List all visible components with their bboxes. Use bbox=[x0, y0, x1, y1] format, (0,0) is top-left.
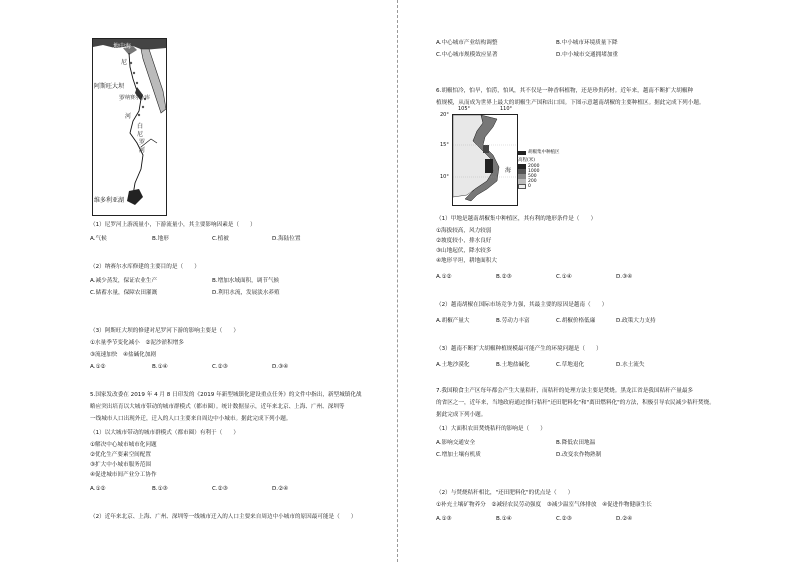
q6-2-option-c[interactable]: C.胡椒价格低廉 bbox=[556, 318, 596, 324]
map-label-victoria: 维多利亚湖 bbox=[94, 197, 125, 204]
q6-3-option-d[interactable]: D.水土流失 bbox=[616, 362, 645, 368]
vn-map-lon-right: 110° bbox=[500, 106, 513, 112]
vietnam-map bbox=[452, 114, 518, 206]
vn-map-lon-left: 105° bbox=[458, 106, 471, 112]
q5-2-stem: （2）近年来北京、上海、广州、深圳等一线城市迁入的人口主要来自周边中小城市的原因最可能是（ ） bbox=[90, 514, 357, 520]
q6-1-option-d[interactable]: D.③④ bbox=[616, 274, 633, 280]
q1-option-d[interactable]: D.海陆位置 bbox=[272, 236, 301, 242]
q6-2-stem: （2）越南胡椒在国际市场竞争力强，其最主要的原因是越南（ ） bbox=[436, 302, 608, 308]
q3-option-b[interactable]: B.①④ bbox=[152, 364, 168, 370]
q5-1-item-1: ①解决中心城市城市化问题 bbox=[90, 442, 157, 448]
q5-intro-line-3: 一线城市人口出现外迁，迁入的人口主要来自周边中小城市。据此完成下列小题。 bbox=[90, 416, 292, 422]
column-divider bbox=[397, 0, 398, 562]
map-label-he-2: 河 bbox=[139, 147, 146, 154]
q7-2-stem: （2）与焚烧秸秆相比，"还田肥料化"的优点是（ ） bbox=[436, 490, 574, 496]
q5-2-option-a[interactable]: A.中心城市产业结构调整 bbox=[436, 40, 498, 46]
q5-intro-line-2: 略应突出培育以大城市带动的城市群模式（都市圈）。统计数据显示，近年来北京、上海、广州、深圳等 bbox=[90, 404, 345, 410]
legend-subtitle: 高程(米) bbox=[518, 157, 536, 163]
vn-map-lat-mid: 15° bbox=[440, 142, 449, 148]
q6-1-stem: （1）甲地是越南胡椒集中种植区，其有利的地形条件是（ ） bbox=[436, 216, 597, 222]
q2-option-b[interactable]: B.增加水域面积，调节气候 bbox=[212, 278, 280, 284]
q6-3-option-c[interactable]: C.草地退化 bbox=[556, 362, 585, 368]
q6-2-option-d[interactable]: D.政策大力支持 bbox=[616, 318, 656, 324]
q5-2-option-c[interactable]: C.中心城市规模效应显著 bbox=[436, 52, 498, 58]
q6-1-item-1: ①海拔较高，风力较弱 bbox=[436, 228, 492, 234]
q1-option-b[interactable]: B.地形 bbox=[152, 236, 169, 242]
q5-1-stem: （1）以大城市带动的城市群模式（都市圈）有利于（ ） bbox=[90, 430, 239, 436]
q5-intro-line-1: 5.国家发改委在 2019 年 4 月 8 日印发的《2019 年新型城镇化建设重点任务》的文件中指出，新型城镇化战 bbox=[90, 392, 362, 398]
vietnam-map-drawing bbox=[453, 115, 517, 205]
q5-1-option-b[interactable]: B.①③ bbox=[152, 486, 168, 492]
q6-3-option-b[interactable]: B.土地盐碱化 bbox=[496, 362, 530, 368]
q5-1-item-2: ②优化生产要素空间配置 bbox=[90, 452, 151, 458]
q7-1-option-a[interactable]: A.影响交通安全 bbox=[436, 440, 476, 446]
q6-2-option-a[interactable]: A.胡椒产量大 bbox=[436, 318, 470, 324]
q6-2-option-b[interactable]: B.劳动力丰富 bbox=[496, 318, 530, 324]
map-label-luo-2: 罗 bbox=[139, 139, 146, 146]
q3-option-c[interactable]: C.②③ bbox=[212, 364, 228, 370]
q2-option-d[interactable]: D.利用水流，发展淡水养殖 bbox=[212, 290, 280, 296]
q7-2-items: ①补充土壤矿物养分 ②减轻农民劳动强度 ③减少温室气体排放 ④促进作物健康生长 bbox=[436, 502, 652, 508]
vn-map-sea-label: 海 bbox=[505, 167, 512, 174]
q7-intro-line-1: 7.我国粮食主产区每年都会产生大量秸秆，而秸秆的处理方法主要是焚烧。黑龙江省是我国秸秆产量最多 bbox=[436, 388, 694, 394]
map-label-ni-1: 尼 bbox=[121, 59, 128, 66]
q5-2-option-d[interactable]: D.中小城市交通拥堵加重 bbox=[556, 52, 619, 58]
q6-intro-line-2: 植规模，从而成为世界上最大的胡椒生产国和出口国。下图示意越南胡椒的主要种植区。据此完成下列小题。 bbox=[436, 100, 705, 106]
q2-stem: （2）纳赛尔水库修建的主要目的是（ ） bbox=[90, 264, 200, 270]
q7-1-stem: （1）大面积农田焚烧秸秆的影响是（ ） bbox=[436, 426, 546, 432]
map-label-nasser: 纳赛尔水库 bbox=[125, 95, 151, 101]
map-label-bai: 白 bbox=[137, 123, 144, 130]
q1-option-c[interactable]: C.植被 bbox=[212, 236, 229, 242]
q6-intro-line-1: 6.胡椒怕冷，怕旱，怕涝，怕风，其不仅是一种香料植物，还是珍贵药材。近年来，越南不断扩大胡椒种 bbox=[436, 88, 694, 94]
q2-option-a[interactable]: A.减少蒸发，保证农业生产 bbox=[90, 278, 158, 284]
nile-map bbox=[92, 38, 167, 216]
q7-intro-line-3: 据此完成下列小题。 bbox=[436, 412, 487, 418]
legend-val-4: 200 bbox=[528, 179, 537, 185]
q3-item-line-2: ③流速加快 ④盐碱化加剧 bbox=[90, 352, 156, 358]
q5-1-option-c[interactable]: C.②③ bbox=[212, 486, 228, 492]
map-label-he-1: 河 bbox=[125, 113, 132, 120]
map-label-luo-1: 罗 bbox=[119, 95, 126, 102]
legend-val-5: 0 bbox=[528, 184, 531, 190]
map-label-sea: 地中海 bbox=[113, 43, 132, 50]
q7-2-option-c[interactable]: C.②③ bbox=[556, 516, 572, 522]
q6-1-option-b[interactable]: B.②③ bbox=[496, 274, 512, 280]
q7-2-option-b[interactable]: B.①④ bbox=[496, 516, 512, 522]
q6-3-option-a[interactable]: A.土地沙漠化 bbox=[436, 362, 470, 368]
q7-intro-line-2: 的省区之一，近年来，当地政府通过推行秸秆"还田肥料化"和"离田燃料化"的方法，积极引导农民减少秸秆焚烧。 bbox=[436, 400, 715, 406]
q3-option-d[interactable]: D.③④ bbox=[272, 364, 289, 370]
q5-1-item-3: ③扩大中小城市服务范围 bbox=[90, 462, 151, 468]
vn-map-lat-bot: 10° bbox=[440, 174, 449, 180]
legend-val-3: 500 bbox=[528, 174, 537, 180]
q6-1-item-2: ②坡度较小，排水良好 bbox=[436, 238, 492, 244]
q5-1-item-4: ④促进城市间产业分工协作 bbox=[90, 472, 157, 478]
q7-1-option-c[interactable]: C.增加土壤有机质 bbox=[436, 452, 481, 458]
q5-1-option-a[interactable]: A.①② bbox=[90, 486, 106, 492]
q3-stem: （3）阿斯旺大坝的修建对尼罗河下游的影响主要是（ ） bbox=[90, 328, 239, 334]
q3-option-a[interactable]: A.①② bbox=[90, 364, 106, 370]
nile-map-drawing bbox=[93, 39, 166, 215]
q3-item-line-1: ①水量季节变化减小 ②泥沙淤积增多 bbox=[90, 340, 184, 346]
q2-option-c[interactable]: C.储蓄水量，保障农田灌溉 bbox=[90, 290, 158, 296]
map-label-aswan-dam: 阿斯旺大坝 bbox=[94, 83, 125, 90]
q7-2-option-d[interactable]: D.②④ bbox=[616, 516, 633, 522]
q7-2-option-a[interactable]: A.①③ bbox=[436, 516, 452, 522]
vn-map-lat-top: 20° bbox=[440, 112, 449, 118]
pepper-area-icon bbox=[518, 151, 526, 155]
q5-2-option-b[interactable]: B.中小城市环境质量下降 bbox=[556, 40, 618, 46]
q6-1-item-4: ④地形平坦，耕地面积大 bbox=[436, 258, 497, 264]
q6-1-item-3: ③山地起伏，降水较多 bbox=[436, 248, 492, 254]
q1-option-a[interactable]: A.气候 bbox=[90, 236, 107, 242]
legend-val-2: 1000 bbox=[528, 169, 540, 175]
map-label-ni-2: 尼 bbox=[137, 131, 144, 138]
q7-1-option-b[interactable]: B.降低农田地温 bbox=[556, 440, 596, 446]
q7-1-option-d[interactable]: D.改变农作物熟制 bbox=[556, 452, 602, 458]
q5-1-option-d[interactable]: D.②④ bbox=[272, 486, 289, 492]
q6-1-option-c[interactable]: C.①④ bbox=[556, 274, 572, 280]
q1-stem: （1）尼罗河上游流量小，下游流量小，其主要影响因素是（ ） bbox=[90, 222, 256, 228]
q6-1-option-a[interactable]: A.①② bbox=[436, 274, 452, 280]
legend-val-1: 2000 bbox=[528, 164, 540, 170]
q6-3-stem: （3）越南不断扩大胡椒种植规模最可能产生的环境问题是（ ） bbox=[436, 346, 602, 352]
vn-map-legend bbox=[518, 150, 566, 189]
legend-title: 胡椒集中种植区 bbox=[528, 150, 560, 155]
